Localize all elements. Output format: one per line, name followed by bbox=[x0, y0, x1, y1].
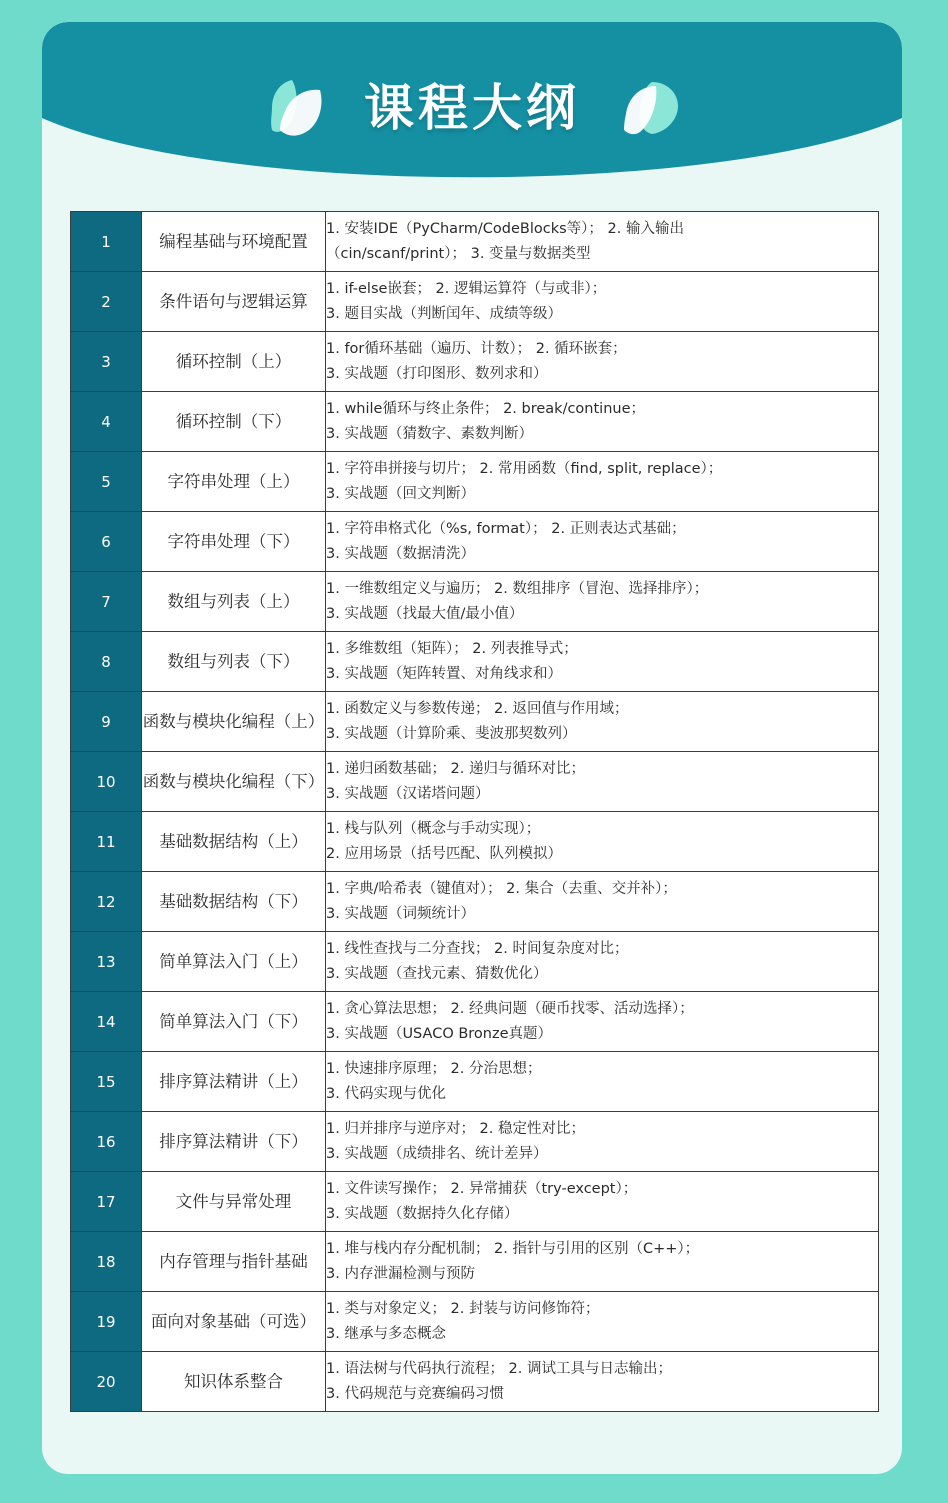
table-row bbox=[71, 1172, 879, 1232]
lesson-number: 13 bbox=[71, 932, 142, 992]
lesson-content-line: 1. 语法树与代码执行流程； 2. 调试工具与日志输出； bbox=[326, 1360, 672, 1377]
lesson-number: 20 bbox=[71, 1352, 142, 1412]
lesson-content-line: 3. 实战题（打印图形、数列求和） bbox=[326, 365, 548, 382]
lesson-content-line: 1. for循环基础（遍历、计数）； 2. 循环嵌套； bbox=[326, 340, 627, 357]
lesson-content-line: 3. 实战题（成绩排名、统计差异） bbox=[326, 1145, 548, 1162]
lesson-content-line: 3. 代码实现与优化 bbox=[326, 1085, 446, 1102]
lesson-number: 15 bbox=[71, 1052, 142, 1112]
lesson-content bbox=[326, 452, 879, 512]
lesson-number: 10 bbox=[71, 752, 142, 812]
lesson-content-line: 1. 栈与队列（概念与手动实现）； bbox=[326, 820, 541, 837]
lesson-number: 11 bbox=[71, 812, 142, 872]
lesson-content-line: 1. 递归函数基础； 2. 递归与循环对比； bbox=[326, 760, 585, 777]
lesson-content-line: 1. 快速排序原理； 2. 分治思想； bbox=[326, 1060, 542, 1077]
lesson-content-line: 1. 类与对象定义； 2. 封装与访问修饰符； bbox=[326, 1300, 600, 1317]
table-row bbox=[71, 1232, 879, 1292]
table-row bbox=[71, 992, 879, 1052]
lesson-number: 19 bbox=[71, 1292, 142, 1352]
lesson-topic: 排序算法精讲（下） bbox=[142, 1112, 326, 1172]
lesson-content bbox=[326, 1112, 879, 1172]
lesson-topic: 编程基础与环境配置 bbox=[142, 212, 326, 272]
lesson-number: 8 bbox=[71, 632, 142, 692]
lesson-number: 5 bbox=[71, 452, 142, 512]
lesson-number: 7 bbox=[71, 572, 142, 632]
lesson-content-line: （cin/scanf/print）； 3. 变量与数据类型 bbox=[326, 245, 591, 262]
lesson-number: 1 bbox=[71, 212, 142, 272]
lesson-content-line: 3. 实战题（数据清洗） bbox=[326, 545, 475, 562]
page-title: 课程大纲 bbox=[364, 79, 580, 137]
lesson-content-line: 3. 内存泄漏检测与预防 bbox=[326, 1265, 475, 1282]
lesson-content-line: 1. 线性查找与二分查找； 2. 时间复杂度对比； bbox=[326, 940, 629, 957]
table-row bbox=[71, 452, 879, 512]
table-row bbox=[71, 212, 879, 272]
lesson-content-line: 1. 字典/哈希表（键值对）； 2. 集合（去重、交并补）； bbox=[326, 880, 677, 897]
lesson-topic: 字符串处理（上） bbox=[142, 452, 326, 512]
lesson-content bbox=[326, 392, 879, 452]
table-row bbox=[71, 572, 879, 632]
lesson-topic: 数组与列表（上） bbox=[142, 572, 326, 632]
table-row bbox=[71, 752, 879, 812]
syllabus-table-body bbox=[71, 212, 879, 1412]
table-row bbox=[71, 1052, 879, 1112]
lesson-number: 17 bbox=[71, 1172, 142, 1232]
lesson-content-line: 3. 实战题（词频统计） bbox=[326, 905, 475, 922]
lesson-content bbox=[326, 1292, 879, 1352]
table-row bbox=[71, 932, 879, 992]
lesson-content-line: 1. 安装IDE（PyCharm/CodeBlocks等）； 2. 输入输出 bbox=[326, 220, 684, 237]
lesson-content-line: 1. while循环与终止条件； 2. break/continue； bbox=[326, 400, 646, 417]
lesson-number: 4 bbox=[71, 392, 142, 452]
lesson-topic: 函数与模块化编程（下） bbox=[142, 752, 326, 812]
lesson-content-line: 1. 多维数组（矩阵）； 2. 列表推导式； bbox=[326, 640, 578, 657]
lesson-topic: 基础数据结构（上） bbox=[142, 812, 326, 872]
lesson-topic: 简单算法入门（下） bbox=[142, 992, 326, 1052]
lesson-number: 6 bbox=[71, 512, 142, 572]
title-row bbox=[42, 68, 902, 148]
lesson-topic: 基础数据结构（下） bbox=[142, 872, 326, 932]
table-row bbox=[71, 332, 879, 392]
table-row bbox=[71, 812, 879, 872]
table-row bbox=[71, 632, 879, 692]
lesson-topic: 循环控制（上） bbox=[142, 332, 326, 392]
lesson-topic: 排序算法精讲（上） bbox=[142, 1052, 326, 1112]
lesson-topic: 条件语句与逻辑运算 bbox=[142, 272, 326, 332]
lesson-topic: 循环控制（下） bbox=[142, 392, 326, 452]
lesson-content bbox=[326, 512, 879, 572]
lesson-content bbox=[326, 1172, 879, 1232]
lesson-content bbox=[326, 692, 879, 752]
lesson-number: 18 bbox=[71, 1232, 142, 1292]
lesson-content-line: 3. 题目实战（判断闰年、成绩等级） bbox=[326, 305, 562, 322]
lesson-topic: 内存管理与指针基础 bbox=[142, 1232, 326, 1292]
lesson-content bbox=[326, 572, 879, 632]
lesson-content-line: 3. 实战题（回文判断） bbox=[326, 485, 475, 502]
lesson-content bbox=[326, 212, 879, 272]
lesson-number: 16 bbox=[71, 1112, 142, 1172]
table-row bbox=[71, 392, 879, 452]
table-row bbox=[71, 272, 879, 332]
lesson-topic: 文件与异常处理 bbox=[142, 1172, 326, 1232]
lesson-number: 14 bbox=[71, 992, 142, 1052]
table-row bbox=[71, 872, 879, 932]
table-row bbox=[71, 1292, 879, 1352]
lesson-content-line: 1. 归并排序与逆序对； 2. 稳定性对比； bbox=[326, 1120, 585, 1137]
lesson-content-line: 3. 实战题（汉诺塔问题） bbox=[326, 785, 490, 802]
lesson-content-line: 1. 函数定义与参数传递； 2. 返回值与作用域； bbox=[326, 700, 629, 717]
watermark-footer bbox=[630, 1492, 930, 1503]
table-row bbox=[71, 512, 879, 572]
lesson-number: 9 bbox=[71, 692, 142, 752]
lesson-content-line: 1. 一维数组定义与遍历； 2. 数组排序（冒泡、选择排序）； bbox=[326, 580, 709, 597]
lesson-content-line: 1. 字符串拼接与切片； 2. 常用函数（find, split, replace）； bbox=[326, 460, 723, 477]
lesson-topic: 字符串处理（下） bbox=[142, 512, 326, 572]
lesson-content-line: 3. 实战题（矩阵转置、对角线求和） bbox=[326, 665, 562, 682]
lesson-content-line: 3. 实战题（查找元素、猜数优化） bbox=[326, 965, 548, 982]
lesson-content bbox=[326, 332, 879, 392]
lesson-content-line: 3. 实战题（计算阶乘、斐波那契数列） bbox=[326, 725, 577, 742]
lesson-content bbox=[326, 1052, 879, 1112]
lesson-topic: 数组与列表（下） bbox=[142, 632, 326, 692]
lesson-content-line: 3. 实战题（猜数字、素数判断） bbox=[326, 425, 533, 442]
lesson-content-line: 1. 字符串格式化（%s, format）； 2. 正则表达式基础； bbox=[326, 520, 686, 537]
lesson-content-line: 1. 文件读写操作； 2. 异常捕获（try-except）； bbox=[326, 1180, 638, 1197]
header-banner bbox=[42, 22, 902, 188]
lesson-content-line: 3. 代码规范与竞赛编码习惯 bbox=[326, 1385, 504, 1402]
lesson-content-line: 1. 贪心算法思想； 2. 经典问题（硬币找零、活动选择）； bbox=[326, 1000, 694, 1017]
lesson-content-line: 3. 继承与多态概念 bbox=[326, 1325, 446, 1342]
lesson-content bbox=[326, 812, 879, 872]
lesson-content-line: 2. 应用场景（括号匹配、队列模拟） bbox=[326, 845, 562, 862]
lesson-content-line: 1. if-else嵌套； 2. 逻辑运算符（与或非）； bbox=[326, 280, 607, 297]
table-row bbox=[71, 692, 879, 752]
lesson-content-line: 1. 堆与栈内存分配机制； 2. 指针与引用的区别（C++）； bbox=[326, 1240, 700, 1257]
table-row bbox=[71, 1112, 879, 1172]
table-row bbox=[71, 1352, 879, 1412]
lesson-content-line: 3. 实战题（找最大值/最小值） bbox=[326, 605, 524, 622]
lesson-content bbox=[326, 1352, 879, 1412]
lesson-topic: 简单算法入门（上） bbox=[142, 932, 326, 992]
lesson-topic: 面向对象基础（可选） bbox=[142, 1292, 326, 1352]
lesson-content-line: 3. 实战题（数据持久化存储） bbox=[326, 1205, 519, 1222]
leaf-icon bbox=[618, 74, 682, 142]
syllabus-table bbox=[70, 211, 879, 1412]
lesson-topic: 函数与模块化编程（上） bbox=[142, 692, 326, 752]
lesson-content-line: 3. 实战题（USACO Bronze真题） bbox=[326, 1025, 553, 1042]
lesson-content bbox=[326, 1232, 879, 1292]
lesson-number: 2 bbox=[71, 272, 142, 332]
leaf-icon bbox=[262, 74, 326, 142]
lesson-content bbox=[326, 272, 879, 332]
lesson-content bbox=[326, 752, 879, 812]
lesson-content bbox=[326, 632, 879, 692]
lesson-topic: 知识体系整合 bbox=[142, 1352, 326, 1412]
lesson-content bbox=[326, 992, 879, 1052]
lesson-content bbox=[326, 872, 879, 932]
lesson-number: 3 bbox=[71, 332, 142, 392]
lesson-content bbox=[326, 932, 879, 992]
lesson-number: 12 bbox=[71, 872, 142, 932]
